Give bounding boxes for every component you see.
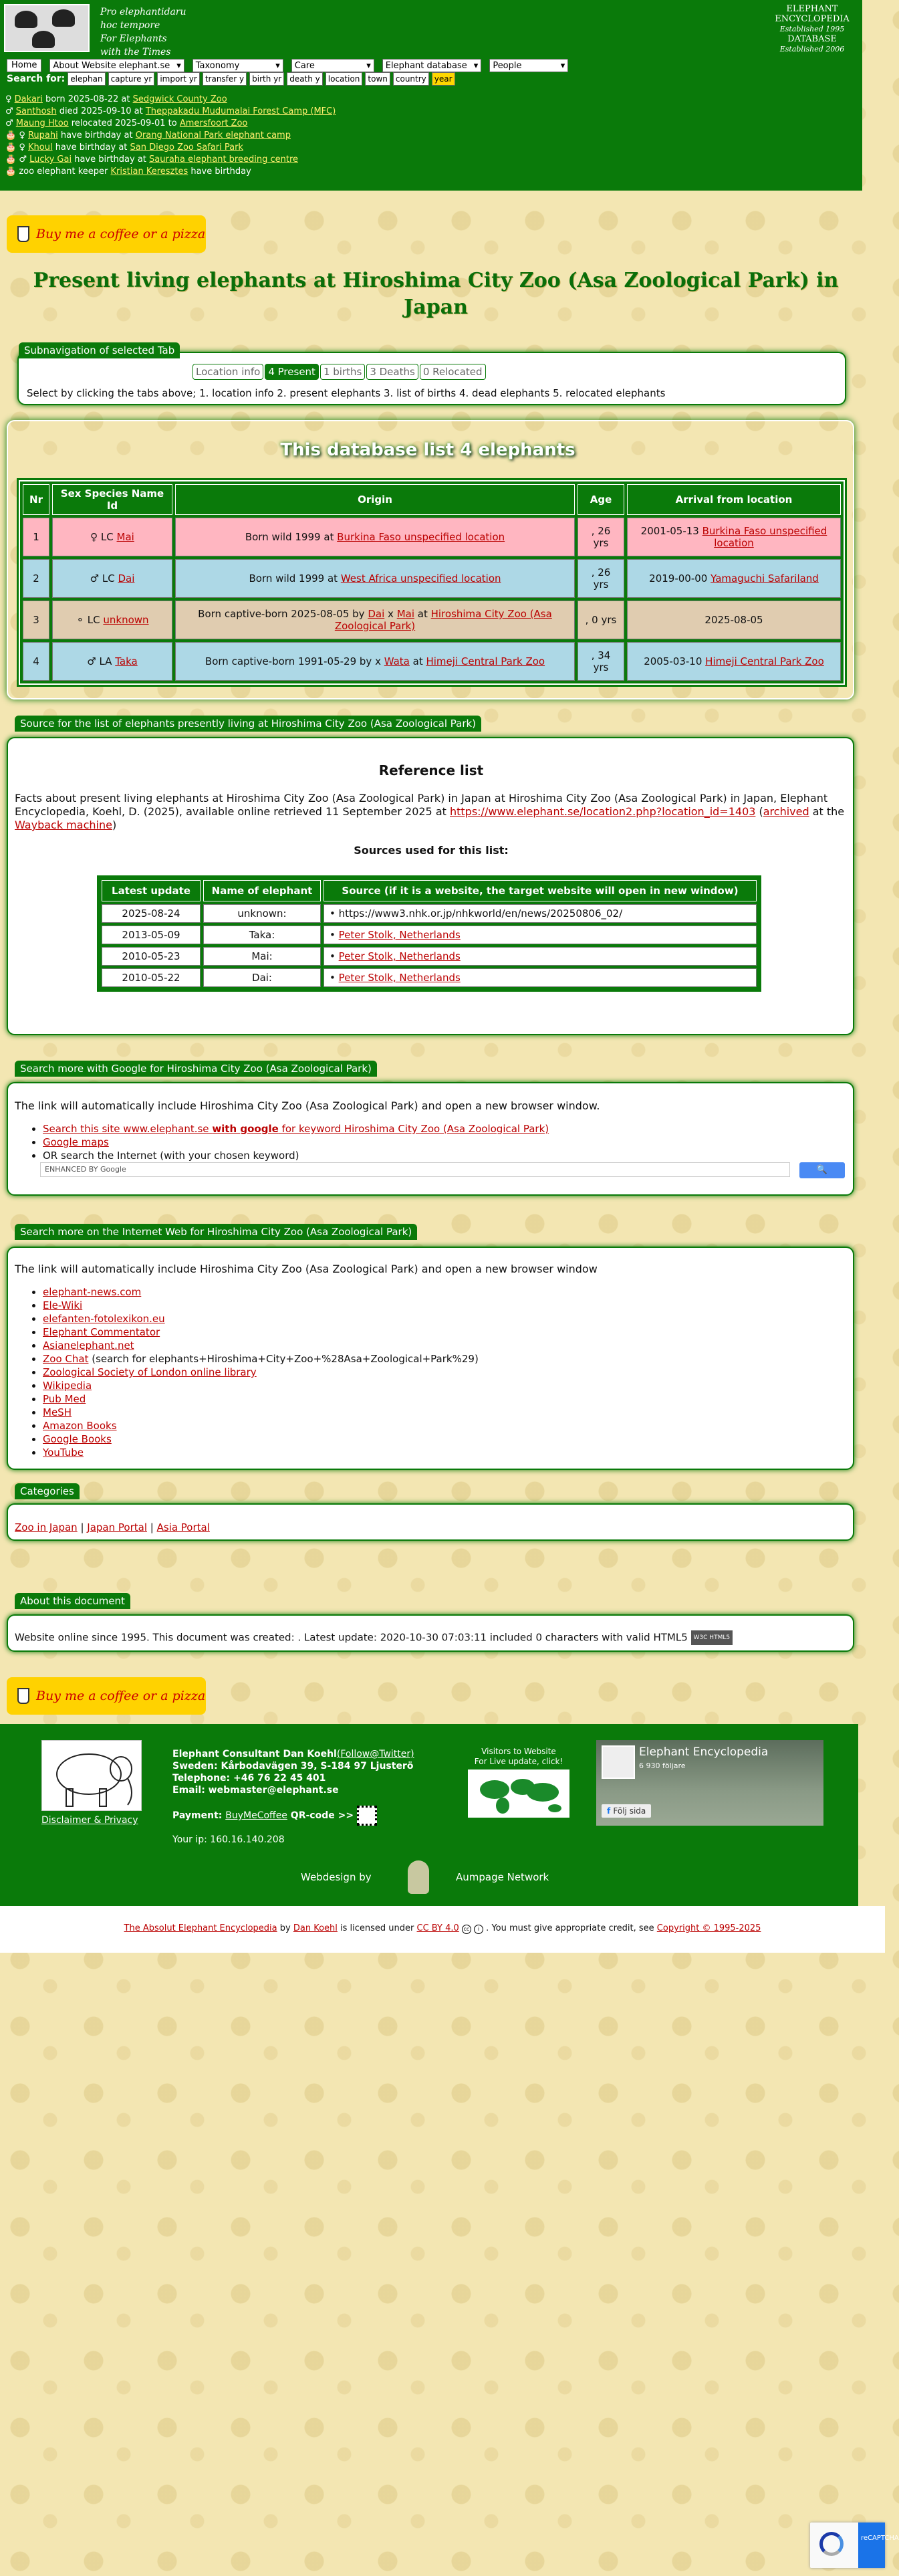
contact-address: Sweden: Kårbodavägen 39, S-184 97 Ljusterö <box>172 1761 414 1772</box>
row-sex-name: ♂ LA Taka <box>52 642 172 681</box>
list-item <box>43 1122 549 1136</box>
row-origin: Born wild 1999 at Burkina Faso unspecified location <box>175 518 575 556</box>
payment-row: Payment: BuyMeCoffee QR-code >> <box>172 1806 414 1826</box>
list-item <box>43 1432 479 1446</box>
category-link[interactable]: Japan Portal <box>87 1521 147 1533</box>
source-elephant: unknown: <box>203 904 321 923</box>
elephant-icon <box>42 1741 142 1812</box>
list-item: • Zoo Chat (search for elephants+Hiroshima+City+Zoo+%28Asa+Zoological+Park%29) <box>43 1352 479 1366</box>
news-place-link[interactable]: Amersfoort Zoo <box>179 118 248 128</box>
source-date: 2010-05-23 <box>102 947 201 966</box>
elephant-link[interactable]: unknown <box>103 614 149 626</box>
search-field-location[interactable]: location <box>326 72 363 86</box>
search-field-death-year[interactable]: death y <box>287 72 323 86</box>
external-link[interactable]: Elephant Commentator <box>43 1326 160 1338</box>
search-internet-text: OR search the Internet (with your chosen keyword) <box>43 1150 299 1162</box>
encyclopedia-badge: ELEPHANT ENCYCLOPEDIA Established 1995 DATABASE Established 2006 <box>775 4 850 53</box>
facebook-follow-button[interactable]: f Följ sida <box>602 1804 651 1818</box>
news-person-link[interactable]: Kristian Keresztes <box>110 167 188 177</box>
people-select[interactable]: People ▾ <box>489 59 568 72</box>
google-tab-label: Search more with Google for Hiroshima City Zoo (Asa Zoological Park) <box>15 1061 377 1077</box>
col-sex-species: Sex Species Name Id <box>52 484 172 515</box>
web-tab-label: Search more on the Internet Web for Hiroshima City Zoo (Asa Zoological Park) <box>15 1224 417 1240</box>
news-place-link[interactable]: San Diego Zoo Safari Park <box>130 142 243 152</box>
database-select[interactable]: Elephant database ▾ <box>382 59 482 72</box>
source-date: 2025-08-24 <box>102 904 201 923</box>
google-search-input[interactable]: ENHANCED BY Google <box>40 1162 790 1177</box>
web-intro: The link will automatically include Hiroshima City Zoo (Asa Zoological Park) and open a new browser window <box>15 1263 598 1275</box>
cc-license-link[interactable]: CC BY 4.0 <box>416 1923 459 1933</box>
row-arrival: 2025-08-05 <box>627 601 841 639</box>
news-ticker <box>5 94 336 178</box>
site-logo[interactable] <box>4 4 90 52</box>
source-cell: • Peter Stolk, Netherlands <box>324 926 757 944</box>
parent-link[interactable]: Dai <box>368 608 385 620</box>
coffee-cup-icon <box>17 226 29 242</box>
row-nr: 3 <box>23 601 49 639</box>
news-elephant-link[interactable]: Maung Htoo <box>15 118 69 128</box>
parent-link[interactable]: Mai <box>396 608 414 620</box>
subnav-tabs <box>192 364 486 380</box>
care-select[interactable]: Care ▾ <box>291 59 374 72</box>
page-title: Present living elephants at Hiroshima City Zoo (Asa Zoological Park) in Japan <box>33 269 839 319</box>
source-link[interactable]: Peter Stolk, Netherlands <box>338 950 461 962</box>
col-arrival: Arrival from location <box>627 484 841 515</box>
site-footer <box>0 1724 858 1906</box>
news-item: ♂ Santhosh died 2025-09-10 at Theppakadu Mudumalai Forest Camp (MFC) <box>5 106 336 116</box>
col-elephant-name: Name of elephant <box>203 880 321 901</box>
row-age: , 0 yrs <box>577 601 624 639</box>
row-age: , 26 yrs <box>577 559 624 598</box>
google-search-button[interactable] <box>799 1162 845 1178</box>
source-date: 2010-05-22 <box>102 968 201 987</box>
list-count-banner: This database list 4 elephants <box>280 440 575 460</box>
about-text: Website online since 1995. This document was created: . Latest update: 2020-10-30 07:03:11 included 0 characters with valid HTML5 W3C HTML5 <box>15 1630 733 1645</box>
external-link[interactable]: Pub Med <box>43 1393 86 1405</box>
list-item <box>43 1312 479 1325</box>
source-text: https://www3.nhk.or.jp/nhkworld/en/news/20250806_02/ <box>338 907 623 920</box>
news-item: ♂ Maung Htoo relocated 2025-09-01 to Amersfoort Zoo <box>5 118 248 128</box>
news-elephant-link[interactable]: Santhosh <box>15 106 57 116</box>
contact-email: Email: webmaster@elephant.se <box>172 1785 339 1796</box>
external-link[interactable]: YouTube <box>43 1446 84 1459</box>
col-nr: Nr <box>23 484 49 515</box>
taxonomy-select[interactable]: Taxonomy ▾ <box>192 59 283 72</box>
user-ip: Your ip: 160.16.140.208 <box>172 1834 285 1845</box>
about-select[interactable]: About Website elephant.se ▾ <box>49 59 184 72</box>
row-nr: 2 <box>23 559 49 598</box>
source-cell: • Peter Stolk, Netherlands <box>324 947 757 966</box>
news-item: 🎂 ♀ Khoul have birthday at San Diego Zoo Safari Park <box>5 142 243 152</box>
chevron-down-icon: ▾ <box>473 60 479 71</box>
chevron-down-icon: ▾ <box>560 60 565 71</box>
news-item: ♀ Dakari born 2025-08-22 at Sedgwick County Zoo <box>5 94 227 104</box>
external-link[interactable]: Google Books <box>43 1433 112 1445</box>
list-item <box>43 1285 479 1299</box>
row-origin: Born captive-born 1991-05-29 by x Wata at Himeji Central Park Zoo <box>175 642 575 681</box>
elephant-link[interactable]: Taka <box>115 655 138 667</box>
coffee-cup-icon <box>17 1688 29 1704</box>
news-item: 🎂 ♂ Lucky Gai have birthday at Sauraha elephant breeding centre <box>5 154 299 165</box>
cc-icon: cc <box>462 1925 471 1934</box>
google-links <box>29 1122 549 1162</box>
contact-info <box>172 1748 414 1846</box>
row-nr: 4 <box>23 642 49 681</box>
search-bar <box>7 72 455 86</box>
table-row <box>102 904 757 923</box>
search-field-elephant[interactable]: elephan <box>68 72 105 86</box>
chevron-down-icon: ▾ <box>176 60 181 71</box>
buy-coffee-button[interactable]: Buy me a coffee or a pizza <box>7 215 206 253</box>
table-row <box>102 926 757 944</box>
source-tab-label: Source for the list of elephants presently living at Hiroshima City Zoo (Asa Zoological Park) <box>15 716 481 732</box>
source-date: 2013-05-09 <box>102 926 201 944</box>
list-item <box>43 1149 549 1162</box>
search-field-birth-year[interactable]: birth yr <box>249 72 284 86</box>
col-age: Age <box>577 484 624 515</box>
buymecoffee-link[interactable]: BuyMeCoffee <box>225 1810 287 1821</box>
categories-tab-label: Categories <box>15 1483 80 1499</box>
chevron-down-icon: ▾ <box>366 60 371 71</box>
col-latest-update: Latest update <box>102 880 201 901</box>
list-item <box>43 1366 479 1379</box>
elephant-link[interactable]: Mai <box>116 531 134 543</box>
list-item <box>43 1325 479 1339</box>
reference-heading: Reference list <box>378 762 484 778</box>
facebook-page-title: Elephant Encyclopedia <box>639 1745 769 1759</box>
row-nr: 1 <box>23 518 49 556</box>
tab-births[interactable]: 1 births <box>320 364 365 380</box>
by-icon: i <box>474 1925 483 1934</box>
author-link[interactable]: Dan Koehl <box>293 1923 338 1933</box>
search-field-capture-year[interactable]: capture yr <box>108 72 155 86</box>
list-item <box>43 1136 549 1149</box>
row-sex-name: ♂ LC Dai <box>52 559 172 598</box>
disclaimer-link[interactable]: Disclaimer & Privacy <box>41 1815 138 1826</box>
source-link[interactable]: Peter Stolk, Netherlands <box>338 972 461 984</box>
search-field-country[interactable]: country <box>393 72 429 86</box>
recaptcha-icon <box>819 2532 844 2556</box>
tab-location-info[interactable]: Location info <box>192 364 263 380</box>
facebook-widget[interactable] <box>596 1740 823 1826</box>
list-item <box>43 1339 479 1352</box>
external-link[interactable]: Asianelephant.net <box>43 1339 134 1352</box>
search-field-year[interactable]: year <box>432 72 455 86</box>
list-item <box>43 1379 479 1392</box>
source-elephant: Taka: <box>203 926 321 944</box>
home-button[interactable]: Home <box>7 59 41 72</box>
origin-link[interactable]: West Africa unspecified location <box>340 572 501 584</box>
row-arrival: 2005-03-10 Himeji Central Park Zoo <box>627 642 841 681</box>
external-link[interactable]: Ele-Wiki <box>43 1299 83 1311</box>
categories-list: Zoo in Japan | Japan Portal | Asia Portal <box>15 1521 210 1533</box>
list-item <box>43 1446 479 1459</box>
elephant-link[interactable]: Dai <box>118 572 135 584</box>
row-origin: Born captive-born 2025-08-05 by Dai x Mai at Hiroshima City Zoo (Asa Zoological Park) <box>175 601 575 639</box>
news-place-link[interactable]: Theppakadu Mudumalai Forest Camp (MFC) <box>145 106 336 116</box>
search-icon: 🔍 <box>816 1165 828 1175</box>
source-cell: • Peter Stolk, Netherlands <box>324 968 757 987</box>
google-maps-link[interactable]: Google maps <box>43 1136 109 1148</box>
row-arrival: 2019-00-00 Yamaguchi Safariland <box>627 559 841 598</box>
list-item <box>43 1419 479 1432</box>
news-place-link[interactable]: Sauraha elephant breeding centre <box>149 154 299 165</box>
about-tab-label: About this document <box>15 1593 130 1609</box>
web-links <box>29 1285 479 1459</box>
encyclopedia-link[interactable]: The Absolut Elephant Encyclopedia <box>124 1923 277 1933</box>
world-map-icon <box>468 1769 569 1818</box>
col-origin: Origin <box>175 484 575 515</box>
row-age: , 34 yrs <box>577 642 624 681</box>
subnav-tab-label: Subnavigation of selected Tab <box>19 342 180 358</box>
search-field-town[interactable]: town <box>365 72 390 86</box>
row-sex-name: ⚬ LC unknown <box>52 601 172 639</box>
news-elephant-link[interactable]: Rupahi <box>27 130 58 140</box>
contact-name: Elephant Consultant Dan Koehl(Follow@Twitter) <box>172 1749 414 1759</box>
google-intro: The link will automatically include Hiroshima City Zoo (Asa Zoological Park) and open a new browser window. <box>15 1099 600 1112</box>
parent-link[interactable]: Wata <box>384 655 410 667</box>
site-motto: Pro elephantidaru hoc tempore For Elephants with the Times <box>100 7 186 58</box>
zoochat-link[interactable]: Zoo Chat <box>43 1353 89 1365</box>
table-row <box>23 601 841 639</box>
col-source: Source (if it is a website, the target website will open in new window) <box>324 880 757 901</box>
sources-table <box>99 877 759 990</box>
qr-code-icon[interactable] <box>357 1806 377 1826</box>
site-search-link[interactable]: Search this site www.elephant.se with google for keyword Hiroshima City Zoo (Asa Zoological Park) <box>43 1123 549 1135</box>
source-elephant: Mai: <box>203 947 321 966</box>
aumpage-network-link[interactable]: Aumpage Network <box>456 1871 549 1883</box>
row-sex-name: ♀ LC Mai <box>52 518 172 556</box>
license-bar: The Absolut Elephant Encyclopedia by Dan Koehl is licensed under CC BY 4.0 cc i . You must give appropriate credit, see Copyright © 1995-2025 <box>0 1906 885 1953</box>
row-arrival: 2001-05-13 Burkina Faso unspecified location <box>627 518 841 556</box>
tab-relocated[interactable]: 0 Relocated <box>420 364 486 380</box>
main-nav <box>7 59 568 72</box>
external-link[interactable]: Zoological Society of London online library <box>43 1366 257 1378</box>
list-item <box>43 1392 479 1406</box>
copyright-link[interactable]: Copyright © 1995-2025 <box>656 1923 761 1933</box>
page-avatar <box>602 1745 635 1779</box>
table-header <box>23 484 841 515</box>
news-elephant-link[interactable]: Khoul <box>27 142 53 152</box>
category-link[interactable]: Zoo in Japan <box>15 1521 78 1533</box>
search-label: Search for: <box>7 74 66 84</box>
source-cell: • https://www3.nhk.or.jp/nhkworld/en/news/20250806_02/ <box>324 904 757 923</box>
reference-url-link[interactable]: https://www.elephant.se/location2.php?location_id=1403 <box>449 805 756 818</box>
elephant-table <box>19 480 845 685</box>
aumpage-logo-icon <box>408 1860 429 1894</box>
site-header <box>0 0 862 191</box>
table-row <box>23 642 841 681</box>
chevron-down-icon: ▾ <box>275 60 280 71</box>
arrival-link[interactable]: Yamaguchi Safariland <box>711 572 819 584</box>
table-header <box>102 880 757 901</box>
reference-facts: Facts about present living elephants at Hiroshima City Zoo (Asa Zoological Park) in Japan at Hiroshima City Zoo (Asa Zoological Park) in Japan, Elephant Encyclopedia, Koehl, D. (2025), available online retrieved 11 September 2025 at https://www.elephant.se/location2.php?location_id=1403 (archived at the Wayback machine) <box>15 792 845 831</box>
arrival-link[interactable]: Burkina Faso unspecified location <box>702 525 827 549</box>
external-link[interactable]: Amazon Books <box>43 1420 117 1432</box>
search-field-import-year[interactable]: import yr <box>157 72 199 86</box>
external-link[interactable]: Wikipedia <box>43 1380 92 1392</box>
visitors-widget[interactable]: Visitors to Website For Live update, click! <box>468 1747 569 1818</box>
tab-present[interactable]: 4 Present <box>265 364 319 380</box>
recaptcha-badge[interactable] <box>810 2523 899 2568</box>
buy-coffee-button[interactable]: Buy me a coffee or a pizza <box>7 1677 206 1715</box>
origin-link[interactable]: Burkina Faso unspecified location <box>337 531 505 543</box>
webdesign-credit: Webdesign by <box>301 1871 372 1883</box>
external-link[interactable]: MeSH <box>43 1406 72 1418</box>
contact-phone: Telephone: +46 76 22 45 401 <box>172 1773 326 1784</box>
source-link[interactable]: Peter Stolk, Netherlands <box>338 929 461 941</box>
arrival-link[interactable]: Himeji Central Park Zoo <box>705 655 824 667</box>
origin-link[interactable]: Himeji Central Park Zoo <box>426 655 545 667</box>
facebook-icon: f <box>607 1806 614 1816</box>
row-age: , 26 yrs <box>577 518 624 556</box>
origin-link[interactable]: Hiroshima City Zoo (Asa Zoological Park) <box>334 608 552 632</box>
news-place-link[interactable]: Orang National Park elephant camp <box>135 130 291 140</box>
archived-link[interactable]: archived <box>763 805 809 818</box>
elephant-logo-image <box>41 1740 142 1811</box>
external-link[interactable]: elephant-news.com <box>43 1286 142 1298</box>
wayback-link[interactable]: Wayback machine <box>15 819 112 831</box>
list-item <box>43 1406 479 1419</box>
news-elephant-link[interactable]: Lucky Gai <box>29 154 72 165</box>
news-elephant-link[interactable]: Dakari <box>14 94 43 104</box>
table-row <box>102 968 757 987</box>
tab-deaths[interactable]: 3 Deaths <box>366 364 418 380</box>
table-row <box>23 559 841 598</box>
table-row <box>23 518 841 556</box>
source-elephant: Dai: <box>203 968 321 987</box>
recaptcha-label: reCAPTCHA <box>858 2523 885 2568</box>
list-item <box>43 1299 479 1312</box>
news-place-link[interactable]: Sedgwick County Zoo <box>132 94 227 104</box>
subnav-help: Select by clicking the tabs above; 1. location info 2. present elephants 3. list of births 4. dead elephants 5. relocated elephants <box>27 387 666 399</box>
sources-subheading: Sources used for this list: <box>354 844 509 857</box>
table-row <box>102 947 757 966</box>
category-link[interactable]: Asia Portal <box>156 1521 210 1533</box>
news-item: 🎂 ♀ Rupahi have birthday at Orang National Park elephant camp <box>5 130 291 140</box>
twitter-link[interactable]: (Follow@Twitter) <box>336 1749 414 1759</box>
search-field-transfer-year[interactable]: transfer y <box>203 72 247 86</box>
facebook-followers: 6 930 följare <box>639 1761 686 1770</box>
news-item: 🎂 zoo elephant keeper Kristian Keresztes have birthday <box>5 167 251 177</box>
html5-badge[interactable]: W3C HTML5 <box>691 1630 733 1645</box>
external-link[interactable]: elefanten-fotolexikon.eu <box>43 1313 165 1325</box>
row-origin: Born wild 1999 at West Africa unspecified location <box>175 559 575 598</box>
